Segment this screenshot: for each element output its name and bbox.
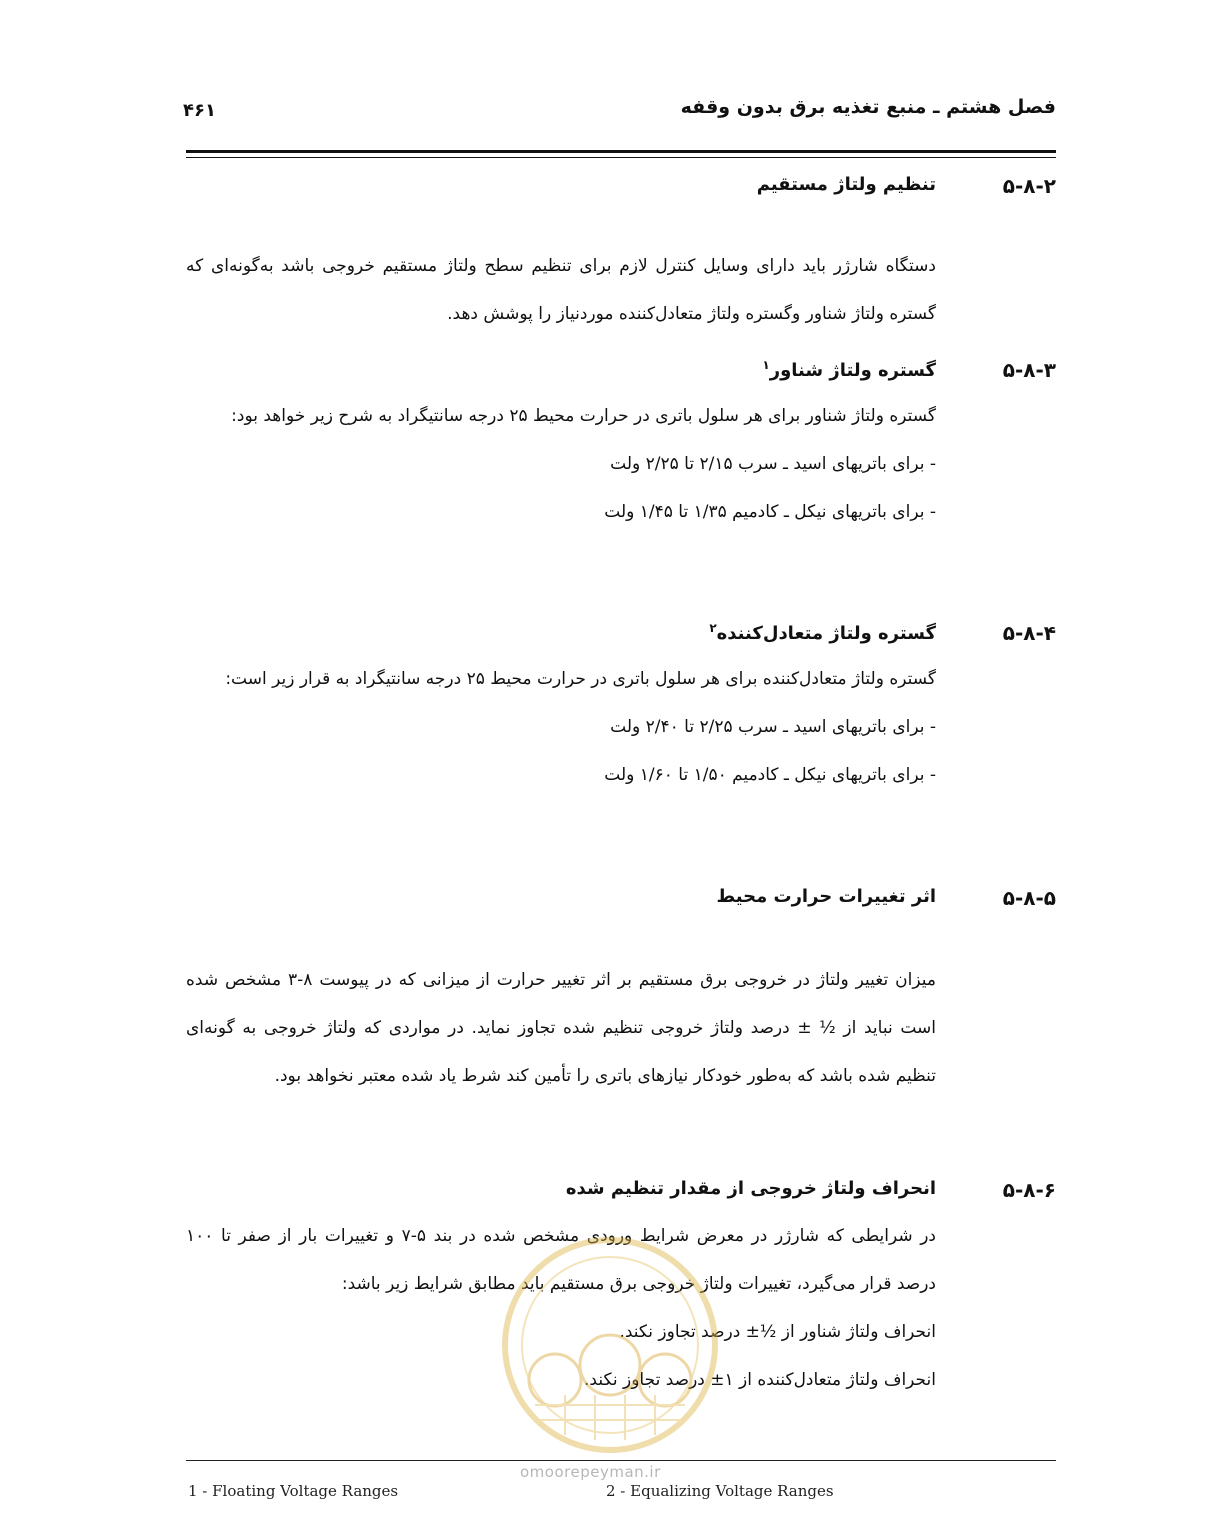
section-equalizing-voltage-range xyxy=(186,615,1056,799)
section-number: ۵-۸-۵ xyxy=(1002,886,1056,910)
section-heading xyxy=(186,168,1056,208)
chapter-title: فصل هشتم ـ منبع تغذیه برق بدون وقفه xyxy=(680,96,1056,118)
section-heading xyxy=(186,615,1056,655)
section-title-text: گستره ولتاژ متعادل‌کننده xyxy=(716,623,936,644)
section-title: انحراف ولتاژ خروجی از مقدار تنظیم شده xyxy=(565,1178,936,1199)
list-item: - برای باتریهای اسید ـ سرب ۲/۲۵ تا ۲/۴۰ ولت xyxy=(610,717,936,737)
footnote-rule xyxy=(186,1460,1056,1461)
watermark-site: omoorepeyman.ir xyxy=(520,1463,661,1481)
section-voltage-regulation xyxy=(186,168,1056,338)
section-paragraph: گستره ولتاژ شناور برای هر سلول باتری در حرارت محیط ۲۵ درجه سانتیگراد به شرح زیر خواهد بود: xyxy=(231,406,936,426)
section-number: ۵-۸-۳ xyxy=(1002,358,1056,382)
watermark-seal-icon xyxy=(495,1230,725,1460)
section-heading xyxy=(186,1172,1056,1212)
section-paragraph: میزان تغییر ولتاژ در خروجی برق مستقیم بر اثر تغییر حرارت از میزانی که در پیوست ۸-۳ مشخص شده است نباید از ½ ± درصد ولتاژ خروجی تنظیم شده تجاوز نماید. در مواردی که ولتاژ خروجی به گونه‌ای تنظیم شده باشد که به‌طور خودکار نیازهای باتری را تأمین کند شرط یاد شده معتبر نخواهد بود. xyxy=(186,970,936,1086)
section-ambient-temperature-effect xyxy=(186,880,1056,1100)
section-title: اثر تغییرات حرارت محیط xyxy=(716,886,936,907)
header-rule-thin xyxy=(186,157,1056,158)
section-title xyxy=(709,621,936,644)
section-heading xyxy=(186,880,1056,920)
footnote-1: 1 - Floating Voltage Ranges xyxy=(188,1482,399,1500)
section-number: ۵-۸-۴ xyxy=(1002,621,1056,645)
section-title-text: گستره ولتاژ شناور xyxy=(769,360,936,381)
section-floating-voltage-range xyxy=(186,352,1056,536)
list-item: انحراف ولتاژ شناور از ½± درصد تجاوز نکند. xyxy=(619,1322,936,1342)
footnote-ref: ۲ xyxy=(709,621,717,635)
page-header xyxy=(0,0,1228,160)
footnote-2: 2 - Equalizing Voltage Ranges xyxy=(606,1482,834,1500)
section-paragraph: دستگاه شارژر باید دارای وسایل کنترل لازم برای تنظیم سطح ولتاژ مستقیم خروجی باشد به‌گونه‌ای که گستره ولتاژ شناور وگستره ولتاژ متعادل‌کننده موردنیاز را پوشش دهد. xyxy=(186,256,936,324)
page-number: ۴۶۱ xyxy=(183,100,216,121)
section-title xyxy=(762,358,936,381)
header-rule xyxy=(186,150,1056,153)
footnote-ref: ۱ xyxy=(762,358,770,372)
list-item: انحراف ولتاژ متعادل‌کننده از ۱± درصد تجاوز نکند. xyxy=(584,1370,936,1390)
section-title: تنظیم ولتاژ مستقیم xyxy=(756,174,936,195)
section-number: ۵-۸-۶ xyxy=(1002,1178,1056,1202)
section-paragraph: گستره ولتاژ متعادل‌کننده برای هر سلول باتری در حرارت محیط ۲۵ درجه سانتیگراد به قرار زیر است: xyxy=(225,669,936,689)
section-heading xyxy=(186,352,1056,392)
list-item: - برای باتریهای اسید ـ سرب ۲/۱۵ تا ۲/۲۵ ولت xyxy=(610,454,936,474)
list-item: - برای باتریهای نیکل ـ کادمیم ۱/۵۰ تا ۱/۶۰ ولت xyxy=(604,765,936,785)
list-item: - برای باتریهای نیکل ـ کادمیم ۱/۳۵ تا ۱/۴۵ ولت xyxy=(604,502,936,522)
section-paragraph: در شرایطی که شارژر در معرض شرایط ورودی مشخص شده در بند ۵-۷ و تغییرات بار از صفر تا ۱۰۰ درصد قرار می‌گیرد، تغییرات ولتاژ خروجی برق مستقیم باید مطابق شرایط زیر باشد: xyxy=(186,1226,937,1294)
section-number: ۵-۸-۲ xyxy=(1002,174,1056,198)
